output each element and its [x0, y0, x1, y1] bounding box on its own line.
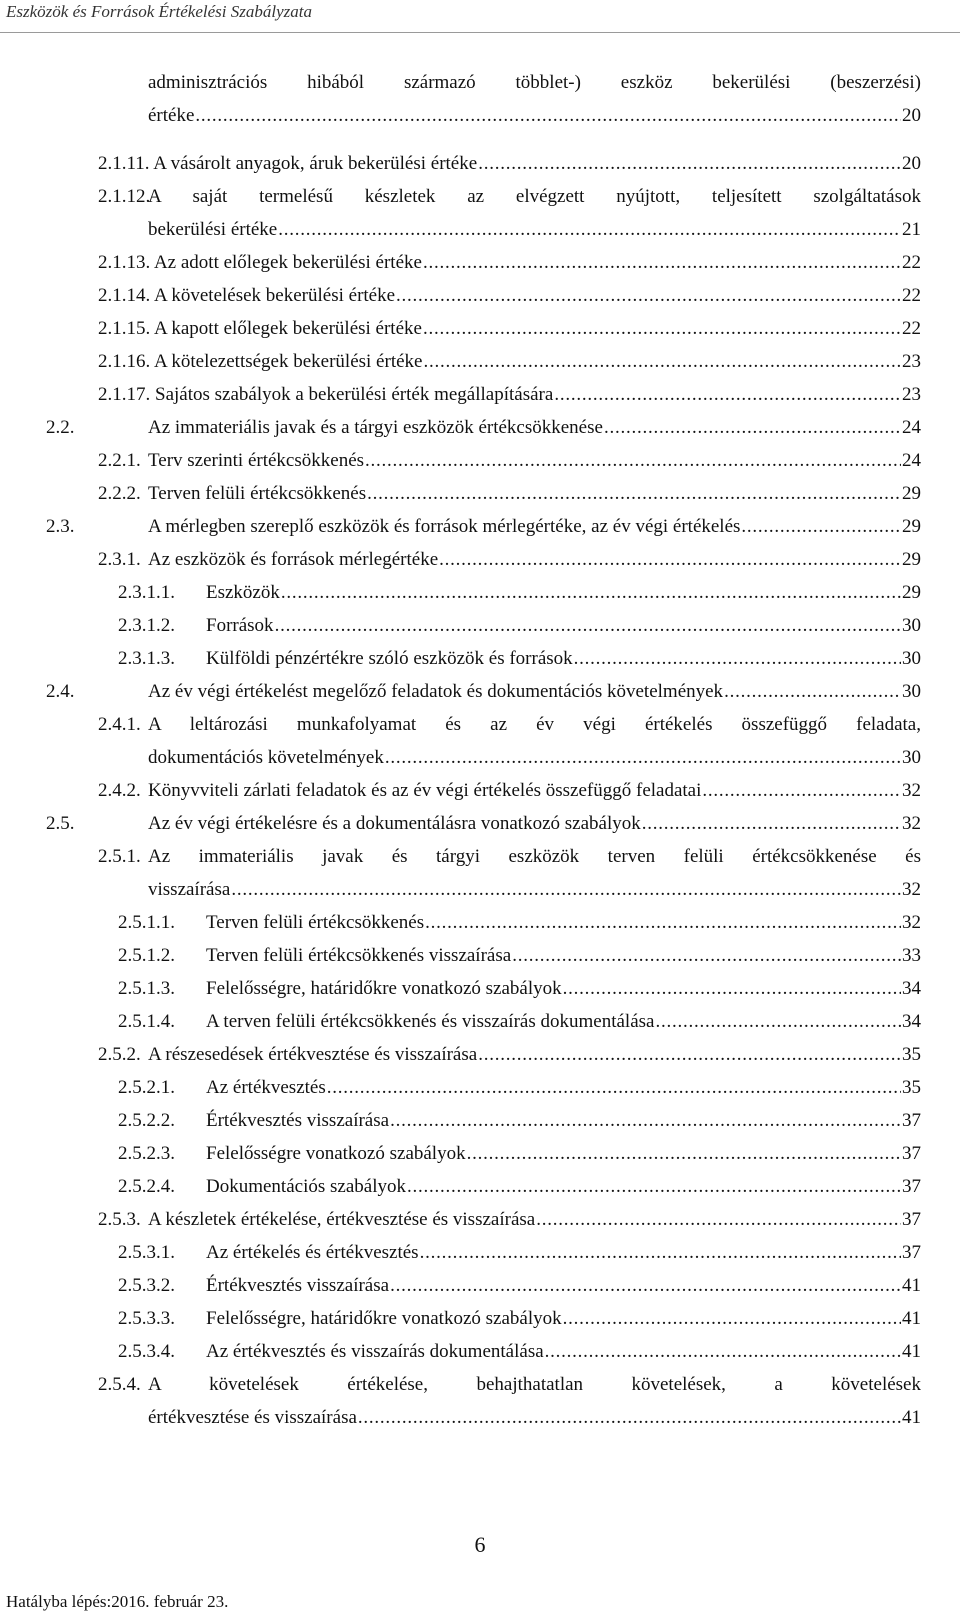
- toc-entry-title: Felelősségre vonatkozó szabályok: [206, 1143, 466, 1164]
- dot-leader: [439, 543, 901, 576]
- toc-entry-title: A készletek értékelése, értékvesztése és visszaírása: [148, 1209, 536, 1230]
- toc-entry[interactable]: [98, 246, 921, 279]
- toc-entry[interactable]: [118, 939, 921, 972]
- toc-entry[interactable]: [118, 1005, 921, 1038]
- toc-entry-number: 2.5.: [46, 813, 75, 834]
- toc-entry-title: Az értékvesztés és visszaírás dokumentálása: [206, 1341, 544, 1362]
- toc-entry-page: 30: [902, 615, 921, 636]
- toc-entry[interactable]: [118, 609, 921, 642]
- toc-entry[interactable]: [98, 378, 921, 411]
- toc-entry-number: 2.5.1.1.: [118, 912, 175, 933]
- toc-entry-title: Az immateriális javak és a tárgyi eszközök értékcsökkenése: [148, 417, 603, 438]
- toc-entry-number: 2.4.1.: [98, 714, 141, 735]
- toc-entry-title: Dokumentációs szabályok: [206, 1176, 406, 1197]
- toc-entry[interactable]: [118, 1071, 921, 1104]
- toc-entry-number: 2.3.1.1.: [118, 582, 175, 603]
- toc-entry[interactable]: [46, 510, 921, 543]
- toc-entry-page: 22: [902, 318, 921, 339]
- dot-leader: [423, 312, 901, 345]
- dot-leader: [420, 1236, 901, 1269]
- toc-entry-title: Az értékvesztés: [206, 1077, 326, 1098]
- toc-entry-page: 20: [902, 105, 921, 126]
- toc-entry-title: Eszközök: [206, 582, 280, 603]
- toc-entry-title: Értékvesztés visszaírása: [206, 1110, 390, 1131]
- dot-leader: [642, 807, 901, 840]
- toc-entry-number: 2.5.3.2.: [118, 1275, 175, 1296]
- toc-entry-number: 2.5.1.2.: [118, 945, 175, 966]
- toc-entry-title: Terven felüli értékcsökkenés: [148, 483, 367, 504]
- toc-entry-title: 2.1.17. Sajátos szabályok a bekerülési érték megállapítására: [98, 384, 554, 405]
- dot-leader: [574, 642, 901, 675]
- toc-entry[interactable]: [46, 807, 921, 840]
- toc-entry[interactable]: [118, 1302, 921, 1335]
- toc-entry-title: bekerülési értéke: [148, 219, 278, 240]
- toc-entry[interactable]: [118, 972, 921, 1005]
- toc-entry[interactable]: [98, 180, 921, 246]
- toc-entry[interactable]: [118, 576, 921, 609]
- toc-entry-number: 2.3.1.2.: [118, 615, 175, 636]
- toc-entry-title: 2.1.16. A kötelezettségek bekerülési értéke: [98, 351, 423, 372]
- toc-entry[interactable]: [118, 1170, 921, 1203]
- toc-entry-title: A részesedések értékvesztése és visszaírása: [148, 1044, 478, 1065]
- dot-leader: [327, 1071, 901, 1104]
- toc-entry-number: 2.4.: [46, 681, 75, 702]
- toc-entry-title: Az év végi értékelést megelőző feladatok és dokumentációs követelmények: [148, 681, 724, 702]
- toc-entry-title: dokumentációs követelmények: [148, 747, 384, 768]
- toc-entry-title: A leltározási munkafolyamat és az év végi értékelés összefüggő feladata,: [148, 714, 921, 735]
- toc-entry[interactable]: [98, 312, 921, 345]
- toc-entry-page: 41: [902, 1407, 921, 1428]
- toc-entry[interactable]: [98, 840, 921, 906]
- toc-entry-number: 2.5.1.4.: [118, 1011, 175, 1032]
- toc-entry-number: 2.5.2.1.: [118, 1077, 175, 1098]
- toc-entry-page: 29: [902, 516, 921, 537]
- toc-entry-page: 34: [902, 978, 921, 999]
- dot-leader: [554, 378, 901, 411]
- toc-entry[interactable]: [118, 1137, 921, 1170]
- dot-leader: [195, 99, 901, 132]
- toc-entry-page: 30: [902, 648, 921, 669]
- toc-entry-title: Terv szerinti értékcsökkenés: [148, 450, 365, 471]
- dot-leader: [390, 1269, 901, 1302]
- toc-entry-page: 41: [902, 1275, 921, 1296]
- toc-entry-title: 2.1.13. Az adott előlegek bekerülési értéke: [98, 252, 422, 273]
- dot-leader: [563, 1302, 901, 1335]
- toc-entry[interactable]: [118, 1104, 921, 1137]
- toc-entry[interactable]: [148, 66, 921, 132]
- toc-entry-title: adminisztrációs hibából származó többlet-) eszköz bekerülési (beszerzési): [148, 72, 921, 93]
- toc-entry-title: Az eszközök és források mérlegértéke: [148, 549, 439, 570]
- toc-entry-page: 32: [902, 813, 921, 834]
- dot-leader: [275, 609, 901, 642]
- toc-entry[interactable]: [98, 774, 921, 807]
- dot-leader: [423, 345, 901, 378]
- dot-leader: [702, 774, 901, 807]
- dot-leader: [358, 1401, 901, 1434]
- toc-entry-number: 2.5.2.2.: [118, 1110, 175, 1131]
- toc-entry-title: Az immateriális javak és tárgyi eszközök terven felüli értékcsökkenése és: [148, 846, 921, 867]
- dot-leader: [231, 873, 901, 906]
- dot-leader: [478, 1038, 901, 1071]
- dot-leader: [367, 477, 901, 510]
- toc-entry-page: 23: [902, 351, 921, 372]
- toc-entry-number: 2.2.: [46, 417, 75, 438]
- toc-entry[interactable]: [98, 1203, 921, 1236]
- toc-entry-title: Terven felüli értékcsökkenés visszaírása: [206, 945, 512, 966]
- toc-entry-title: A saját termelésű készletek az elvégzett nyújtott, teljesített szolgáltatások: [148, 186, 921, 207]
- toc-entry-page: 21: [902, 219, 921, 240]
- toc-entry-number: 2.5.4.: [98, 1374, 141, 1395]
- toc-entry-page: 32: [902, 879, 921, 900]
- toc-entry-page: 22: [902, 252, 921, 273]
- footer-effective-date: Hatályba lépés:2016. február 23.: [6, 1592, 229, 1611]
- toc-entry-number: 2.5.2.: [98, 1044, 141, 1065]
- toc-entry-page: 34: [902, 1011, 921, 1032]
- toc-entry-page: 29: [902, 549, 921, 570]
- toc-entry-number: 2.4.2.: [98, 780, 141, 801]
- toc-entry-page: 37: [902, 1209, 921, 1230]
- toc-entry-page: 23: [902, 384, 921, 405]
- toc-entry-page: 37: [902, 1110, 921, 1131]
- toc-entry-title: értékvesztése és visszaírása: [148, 1407, 357, 1428]
- dot-leader: [545, 1335, 901, 1368]
- toc-entry-page: 22: [902, 285, 921, 306]
- toc-entry-number: 2.3.1.3.: [118, 648, 175, 669]
- toc-entry-page: 37: [902, 1242, 921, 1263]
- dot-leader: [365, 444, 901, 477]
- dot-leader: [478, 147, 901, 180]
- toc-entry-number: 2.1.12.: [98, 186, 151, 207]
- toc-entry-title: Az értékelés és értékvesztés: [206, 1242, 419, 1263]
- dot-leader: [396, 279, 901, 312]
- dot-leader: [423, 246, 901, 279]
- toc-entry-number: 2.5.1.3.: [118, 978, 175, 999]
- toc-entry[interactable]: [98, 543, 921, 576]
- toc-entry-title: Források: [206, 615, 274, 636]
- toc-entry-page: 41: [902, 1341, 921, 1362]
- toc-entry[interactable]: [98, 1368, 921, 1434]
- toc-entry-title: A követelések értékelése, behajthatatlan követelések, a követelések: [148, 1374, 921, 1395]
- toc-entry[interactable]: [98, 345, 921, 378]
- dot-leader: [467, 1137, 901, 1170]
- toc-entry[interactable]: [98, 279, 921, 312]
- toc-entry-title: visszaírása: [148, 879, 231, 900]
- toc-entry-page: 29: [902, 582, 921, 603]
- toc-entry-title: A mérlegben szereplő eszközök és források mérlegértéke, az év végi értékelés: [148, 516, 741, 537]
- toc-entry-page: 30: [902, 681, 921, 702]
- dot-leader: [425, 906, 901, 939]
- toc-entry-title: Terven felüli értékcsökkenés: [206, 912, 425, 933]
- toc-entry-number: 2.2.1.: [98, 450, 141, 471]
- dot-leader: [390, 1104, 901, 1137]
- toc-entry-title: 2.1.11. A vásárolt anyagok, áruk bekerülési értéke: [98, 153, 478, 174]
- toc-entry-number: 2.5.1.: [98, 846, 141, 867]
- toc-entry-page: 33: [902, 945, 921, 966]
- toc-entry-page: 35: [902, 1077, 921, 1098]
- toc-entry-page: 20: [902, 153, 921, 174]
- dot-leader: [604, 411, 901, 444]
- toc-entry[interactable]: [118, 1335, 921, 1368]
- toc-entry-number: 2.5.3.3.: [118, 1308, 175, 1329]
- dot-leader: [655, 1005, 901, 1038]
- toc-entry-title: értéke: [148, 105, 195, 126]
- toc-entry[interactable]: [46, 675, 921, 708]
- toc-entry-page: 41: [902, 1308, 921, 1329]
- toc-entry[interactable]: [98, 147, 921, 180]
- document-header: Eszközök és Források Értékelési Szabályzata: [6, 2, 312, 21]
- toc-entry-title: 2.1.14. A követelések bekerülési értéke: [98, 285, 396, 306]
- toc-entry[interactable]: [98, 444, 921, 477]
- toc-entry-page: 24: [902, 450, 921, 471]
- toc-entry-number: 2.5.2.4.: [118, 1176, 175, 1197]
- dot-leader: [741, 510, 901, 543]
- toc-entry-page: 24: [902, 417, 921, 438]
- toc-entry-title: A terven felüli értékcsökkenés és visszaírás dokumentálása: [206, 1011, 655, 1032]
- toc-entry-number: 2.5.3.: [98, 1209, 141, 1230]
- toc-entry[interactable]: [98, 477, 921, 510]
- toc-entry-title: Felelősségre, határidőkre vonatkozó szabályok: [206, 1308, 562, 1329]
- dot-leader: [563, 972, 901, 1005]
- page-number: 6: [474, 1532, 486, 1557]
- toc-entry-title: Külföldi pénzértékre szóló eszközök és források: [206, 648, 573, 669]
- dot-leader: [385, 741, 901, 774]
- toc-entry-page: 37: [902, 1143, 921, 1164]
- toc-entry-page: 29: [902, 483, 921, 504]
- toc-entry[interactable]: [118, 642, 921, 675]
- toc-entry-page: 30: [902, 747, 921, 768]
- dot-leader: [512, 939, 901, 972]
- toc-entry[interactable]: [98, 1038, 921, 1071]
- toc-entry[interactable]: [118, 1269, 921, 1302]
- toc-entry-title: Értékvesztés visszaírása: [206, 1275, 390, 1296]
- dot-leader: [278, 213, 901, 246]
- toc-entry-number: 2.5.3.1.: [118, 1242, 175, 1263]
- toc-entry-page: 32: [902, 912, 921, 933]
- toc-entry-number: 2.3.: [46, 516, 75, 537]
- toc-entry-title: Felelősségre, határidőkre vonatkozó szabályok: [206, 978, 562, 999]
- dot-leader: [281, 576, 901, 609]
- toc-entry-page: 32: [902, 780, 921, 801]
- toc-entry-page: 37: [902, 1176, 921, 1197]
- toc-entry-number: 2.2.2.: [98, 483, 141, 504]
- toc-entry-number: 2.5.2.3.: [118, 1143, 175, 1164]
- toc-entry-title: Az év végi értékelésre és a dokumentálásra vonatkozó szabályok: [148, 813, 641, 834]
- toc-entry[interactable]: [118, 1236, 921, 1269]
- toc-entry-title: Könyvviteli zárlati feladatok és az év végi értékelés összefüggő feladatai: [148, 780, 702, 801]
- toc-entry-number: 2.3.1.: [98, 549, 141, 570]
- dot-leader: [536, 1203, 901, 1236]
- toc-entry[interactable]: [46, 411, 921, 444]
- toc-entry-page: 35: [902, 1044, 921, 1065]
- toc-entry-number: 2.5.3.4.: [118, 1341, 175, 1362]
- toc-entry-title: 2.1.15. A kapott előlegek bekerülési értéke: [98, 318, 422, 339]
- dot-leader: [724, 675, 901, 708]
- toc-entry[interactable]: [118, 906, 921, 939]
- toc-entry[interactable]: [98, 708, 921, 774]
- dot-leader: [407, 1170, 901, 1203]
